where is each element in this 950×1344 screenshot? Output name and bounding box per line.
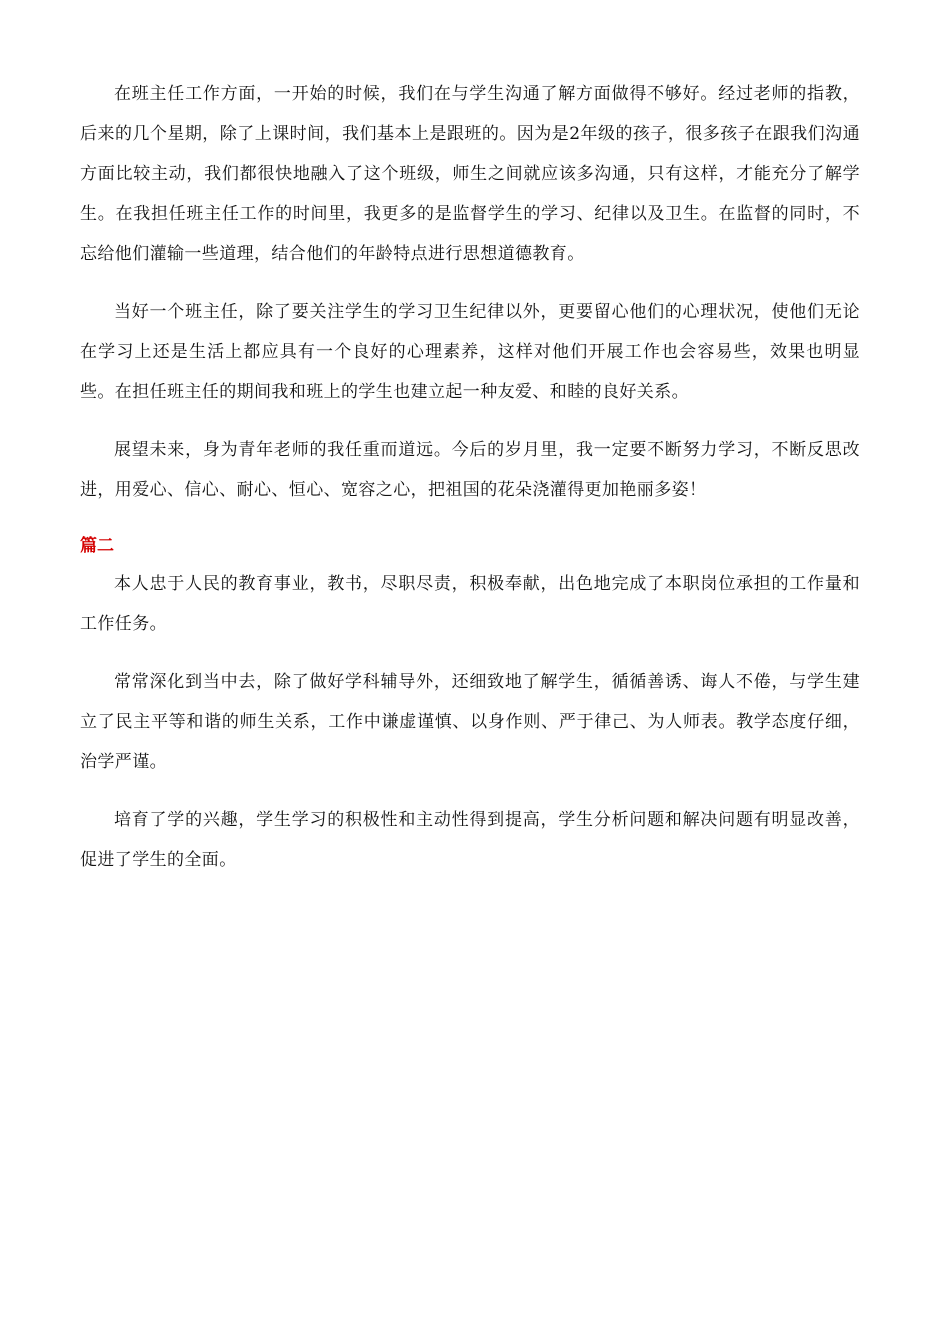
paragraph-teacher-student-relation: 常常深化到当中去，除了做好学科辅导外，还细致地了解学生，循循善诱、诲人不倦，与学生建立了民主平等和谐的师生关系，工作中谦虚谨慎、以身作则、严于律己、为人师表。教学态度仔细，治学严谨。: [80, 672, 860, 772]
section-heading-part-two: 篇二: [80, 536, 114, 556]
paragraph-student-psychology: 当好一个班主任，除了要关注学生的学习卫生纪律以外，更要留心他们的心理状况，使他们无论在学习上还是生活上都应具有一个良好的心理素养，这样对他们开展工作也会容易些，效果也明显些。在担任班主任的期间我和班上的学生也建立起一种友爱、和睦的良好关系。: [80, 302, 860, 402]
document-page: [80, 74, 860, 898]
paragraph-dedication: 本人忠于人民的教育事业，教书，尽职尽责，积极奉献，出色地完成了本职岗位承担的工作量和工作任务。: [80, 574, 860, 634]
section-2: [80, 528, 860, 880]
section-1: [80, 74, 860, 510]
paragraph-head-teacher-work: 在班主任工作方面，一开始的时候，我们在与学生沟通了解方面做得不够好。经过老师的指教，后来的几个星期，除了上课时间，我们基本上是跟班的。因为是2年级的孩子，很多孩子在跟我们沟通方面比较主动，我们都很快地融入了这个班级，师生之间就应该多沟通，只有这样，才能充分了解学生。在我担任班主任工作的时间里，我更多的是监督学生的学习、纪律以及卫生。在监督的同时，不忘给他们灌输一些道理，结合他们的年龄特点进行思想道德教育。: [80, 84, 860, 264]
paragraph-learning-interest: 培育了学的兴趣，学生学习的积极性和主动性得到提高，学生分析问题和解决问题有明显改善，促进了学生的全面。: [80, 810, 860, 870]
paragraph-outlook: 展望未来，身为青年老师的我任重而道远。今后的岁月里，我一定要不断努力学习，不断反思改进，用爱心、信心、耐心、恒心、宽容之心，把祖国的花朵浇灌得更加艳丽多姿！: [80, 440, 860, 500]
